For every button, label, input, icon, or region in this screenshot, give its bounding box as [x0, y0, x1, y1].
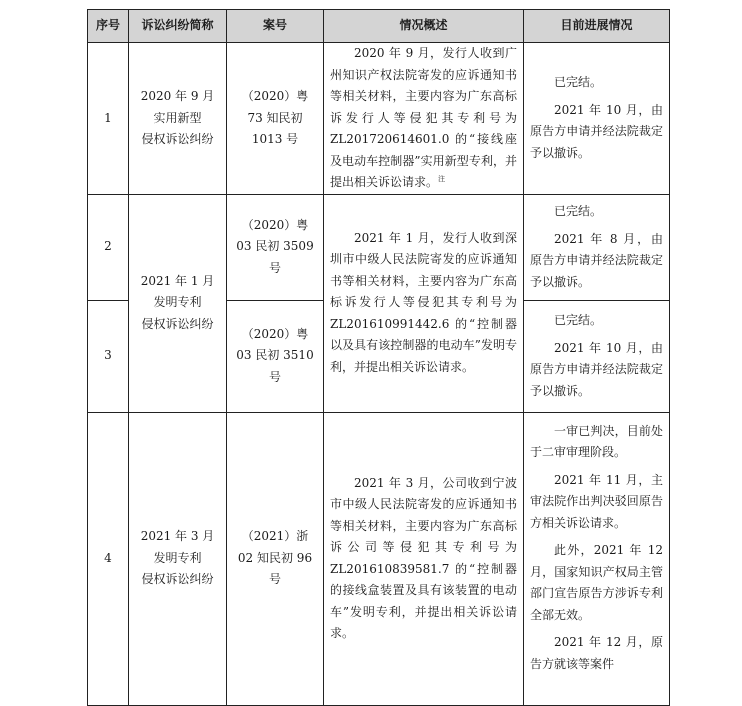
progress-line: 一审已判决，目前处于二审审理阶段。	[530, 423, 663, 459]
progress-line: 2021 年 11 月，主审法院作出判决驳回原告方相关诉讼请求。	[530, 472, 663, 530]
summary-cell	[324, 412, 524, 705]
row-number: 3	[88, 300, 129, 412]
summary-text: 2020 年 9 月，发行人收到广州知识产权法院寄发的应诉通知书等相关材料，主要内容为广东高标诉发行人等侵犯其专利号为 ZL201720614601.0 的“接线座及电动车控制器”实用新型专利，并提出相关诉讼请求。	[330, 46, 517, 189]
header-case-name: 诉讼纠纷简称	[129, 10, 227, 43]
summary-text: 2021 年 1 月，发行人收到深圳市中级人民法院寄发的应诉通知书等相关材料，主要内容为广东高标诉发行人等侵犯其专利号为 ZL201610991442.6 的“控制器以及具有该控制器的电动车”发明专利，并提出相关诉讼请求。	[330, 230, 517, 374]
progress-line: 此外，2021 年 12 月，国家知识产权局主管部门宣告原告方涉诉专利全部无效。	[530, 543, 663, 622]
case-number-cell	[227, 43, 324, 195]
litigation-table	[87, 9, 670, 706]
header-progress: 目前进展情况	[524, 10, 670, 43]
case-name-line: 侵权诉讼纠纷	[141, 316, 214, 331]
table-header-row	[88, 10, 670, 43]
case-name-cell	[129, 194, 227, 412]
table-row	[88, 194, 670, 300]
progress-cell	[524, 300, 670, 412]
summary-cell	[324, 43, 524, 195]
header-summary: 情况概述	[324, 10, 524, 43]
footnote-mark: 注	[438, 175, 446, 183]
case-name-cell	[129, 412, 227, 705]
progress-line: 2021 年 12 月，原告方就该等案件	[530, 635, 663, 671]
progress-line: 已完结。	[554, 313, 603, 327]
case-name-cell	[129, 43, 227, 195]
header-no: 序号	[88, 10, 129, 43]
summary-cell	[324, 194, 524, 412]
case-number-cell	[227, 412, 324, 705]
table-row	[88, 412, 670, 705]
row-number: 2	[88, 194, 129, 300]
row-number: 1	[88, 43, 129, 195]
progress-cell	[524, 194, 670, 300]
case-name-line: 侵权诉讼纠纷	[141, 132, 214, 146]
case-name-line: 发明专利	[153, 295, 202, 310]
case-name-line: 2021 年 1 月	[140, 273, 215, 288]
progress-line: 2021 年 10 月，由原告方申请并经法院裁定予以撤诉。	[530, 102, 663, 160]
row-number: 4	[88, 412, 129, 705]
case-name-line: 发明专利	[153, 550, 202, 565]
progress-line: 2021 年 8 月，由原告方申请并经法院裁定予以撤诉。	[530, 231, 663, 289]
progress-line: 已完结。	[554, 204, 603, 218]
case-number: （2020）粤 03 民初 3510 号	[236, 326, 314, 384]
progress-line: 2021 年 10 月，由原告方申请并经法院裁定予以撤诉。	[530, 340, 663, 398]
case-name-line: 2021 年 3 月	[140, 529, 215, 544]
case-name-line: 2020 年 9 月	[140, 89, 215, 103]
case-name-line: 实用新型	[153, 110, 202, 125]
table-row	[88, 43, 670, 195]
case-number: （2020）粤 73 知民初 1013 号	[241, 89, 309, 146]
summary-text: 2021 年 3 月，公司收到宁波市中级人民法院寄发的应诉通知书等相关材料，主要内容为广东高标诉公司等侵犯其专利号为 ZL201610839581.7 的“控制器的接线盒装置及具有该装置的电动车”发明专利，并提出相关诉讼请求。	[330, 475, 517, 640]
case-number: （2021）浙 02 知民初 96 号	[237, 529, 313, 587]
header-case-number: 案号	[227, 10, 324, 43]
case-number: （2020）粤 03 民初 3509 号	[236, 217, 314, 275]
progress-line: 已完结。	[554, 75, 603, 90]
progress-cell	[524, 43, 670, 195]
progress-cell	[524, 412, 670, 705]
case-number-cell	[227, 194, 324, 300]
case-number-cell	[227, 300, 324, 412]
case-name-line: 侵权诉讼纠纷	[141, 572, 214, 587]
